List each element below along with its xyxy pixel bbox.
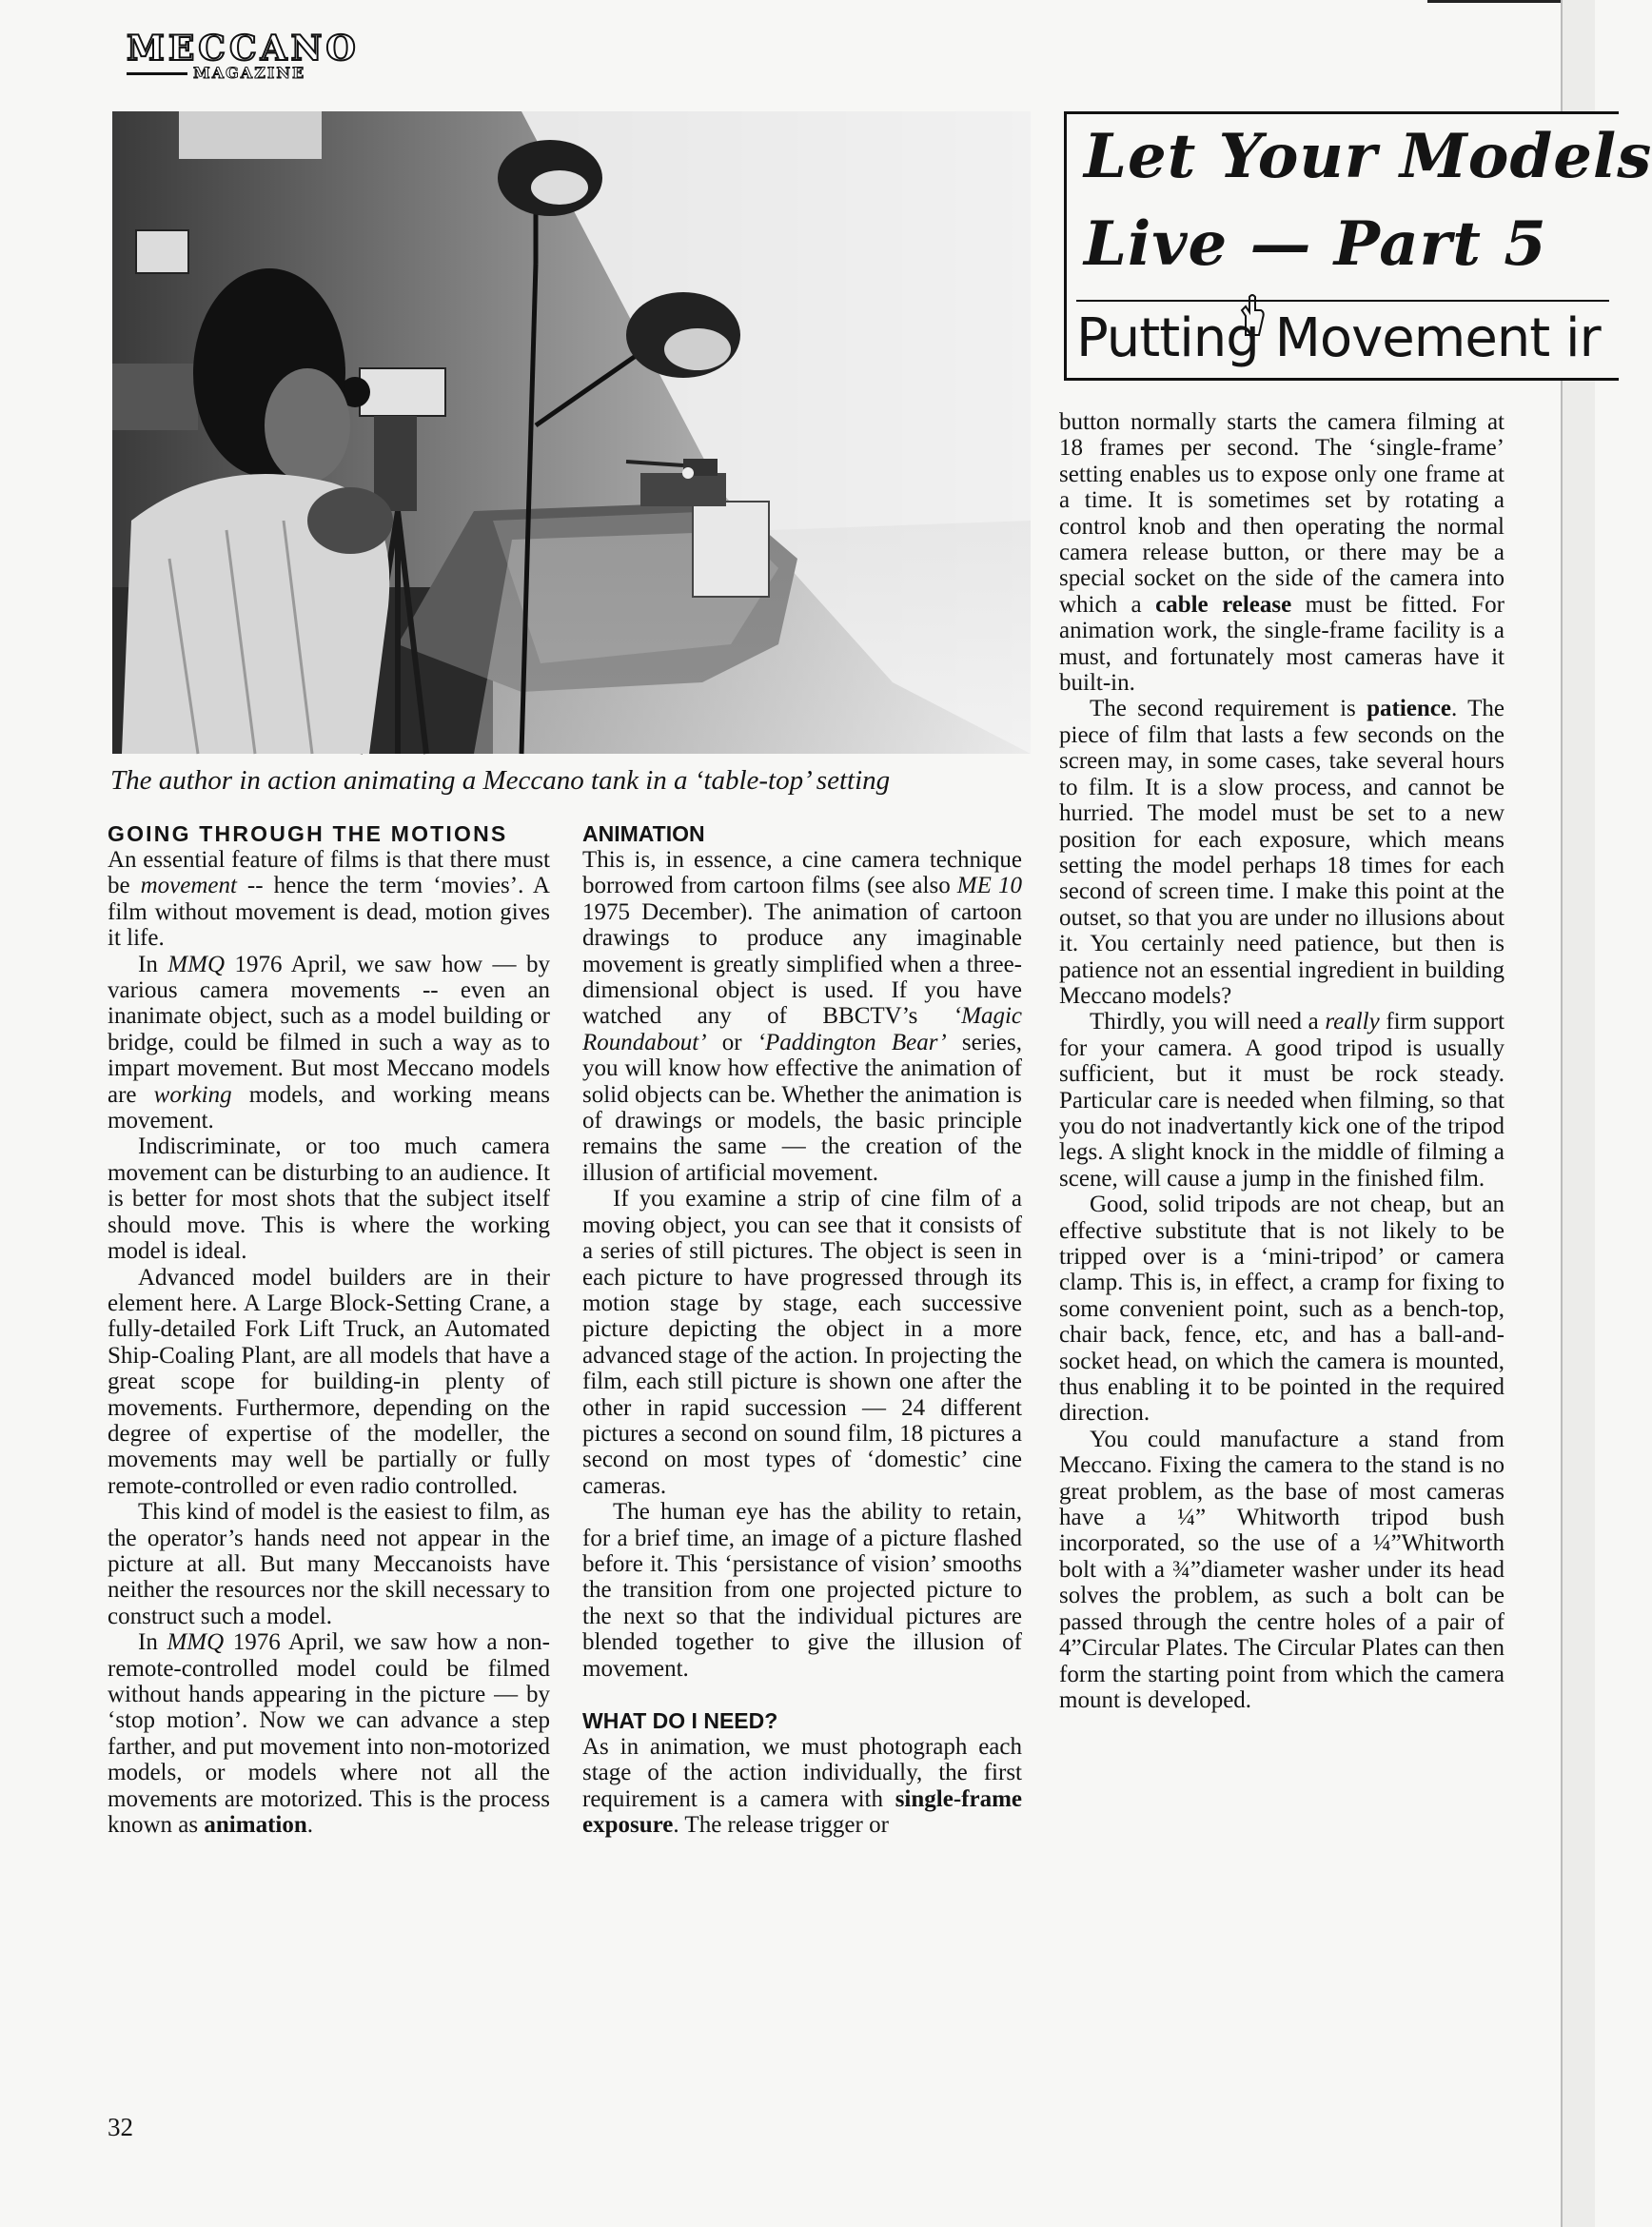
paragraph: An essential feature of films is that there must be movement -- hence the term ‘movies’. A film without movement is dead, motion gives it life.	[108, 847, 550, 952]
masthead-title: MECCANO	[127, 29, 360, 69]
paragraph: Advanced model builders are in their element here. A Large Block-Setting Crane, a fully-detailed Fork Lift Truck, an Automated Ship-Coaling Plant, are all models that have a great scope for building-in plenty of movements. Furthermore, depending on the degree of expertise of the modeller, the movements may well be partially or fully remote-controlled or even radio controlled.	[108, 1264, 550, 1499]
paragraph: Indiscriminate, or too much camera movement can be disturbing to an audience. It is better for most shots that the subject itself should move. This is where the working model is ideal.	[108, 1133, 550, 1265]
page-number: 32	[108, 2113, 133, 2141]
article-title-box	[1064, 111, 1652, 381]
photo-illustration	[112, 111, 1031, 754]
paragraph: If you examine a strip of cine film of a moving object, you can see that it consists of a series of still pictures. The object is seen in each picture to have progressed through its motion stage by stage, each successive picture depicting the object in a more advanced stage of the action. In projecting the film, each still picture is shown one after the other in rapid succession — 24 different pictures a second on sound film, 18 pictures a second on most types of ‘domestic’ cine cameras.	[582, 1186, 1022, 1499]
paragraph: In MMQ 1976 April, we saw how a non-remote-controlled model could be filmed without hands appearing in the picture — by ‘stop motion’. Now we can advance a step farther, and put movement into non-motorized models, or models where not all the movements are motorized. This is the process known as animation.	[108, 1629, 551, 1839]
section-heading: GOING THROUGH THE MOTIONS	[108, 821, 508, 846]
paragraph: In MMQ 1976 April, we saw how — by various camera movements -- even an inanimate object, such as a model building or bridge, could be filmed in such a way as to impart movement. But most Meccano models are working models, and working means movement.	[108, 951, 550, 1134]
paragraph: button normally starts the camera filming at 18 frames per second. The ‘single-frame’ setting enables us to expose only one frame at a time. It is sometimes set by rotating a control knob and then operating the normal camera release button, or there may be a special socket on the side of the camera into which a cable release must be fitted. For animation work, the single-frame facility is a must, and fortunately most cameras have it built-in.	[1059, 409, 1504, 697]
text-column-2	[582, 821, 1022, 1839]
photo-caption: The author in action animating a Meccano tank in a ‘table-top’ setting	[110, 765, 891, 796]
masthead-subtitle: MAGAZINE	[193, 64, 306, 82]
article-title-line1: Let Your Models	[1084, 121, 1652, 192]
text-column-1	[108, 821, 550, 1838]
paragraph: The second requirement is patience. The piece of film that lasts a few seconds on the screen may, in some cases, take several hours to film. It is a slow process, and cannot be hurried. The model must be set to a new position for each exposure, which means setting the model perhaps 18 times for each second of screen time. I make this point at the outset, so that you are under no illusions about it. You certainly need patience, but then is patience not an essential ingredient in building Meccano models?	[1059, 696, 1504, 1009]
masthead-rule	[127, 72, 187, 75]
article-title-line2: Live — Part 5	[1084, 208, 1547, 280]
paragraph: The human eye has the ability to retain, for a brief time, an image of a picture flashed before it. This ‘persistance of vision’ smooths the transition from one projected picture to the next so that the individual pictures are blended together to give the illusion of movement.	[582, 1499, 1022, 1682]
paragraph: You could manufacture a stand from Meccano. Fixing the camera to the stand is no great problem, as the base of most cameras have a ¼” Whitworth tripod bush incorporated, so the use of a ¼”Whitworth bolt with a ¾”diameter washer under its head solves the problem, as such a bolt can be passed through the centre holes of a pair of 4”Circular Plates. The Circular Plates can then form the starting point from which the camera mount is developed.	[1059, 1426, 1504, 1713]
paragraph: This is, in essence, a cine camera technique borrowed from cartoon films (see also ME 10 1975 December). The animation of cartoon drawings to produce any imaginable movement is greatly simplified when a three-dimensional object is used. If you have watched any of BBCTV’s ‘Magic Roundabout’ or ‘Paddington Bear’ series, you will know how effective the animation of solid objects can be. Whether the animation is of drawings or models, the basic principle remains the same — the creation of the illusion of artificial movement.	[582, 847, 1023, 1186]
article-photo	[112, 111, 1031, 754]
article-subtitle: Putting Movement ir	[1076, 307, 1601, 369]
paragraph: As in animation, we must photograph each stage of the action individually, the first requirement is a camera with single-frame exposure. The release trigger or	[582, 1734, 1022, 1839]
text-column-3	[1059, 409, 1504, 1713]
paragraph: Thirdly, you will need a really firm support for your camera. A good tripod is usually sufficient, but it must be rock steady. Particular care is needed when filming, so that you do not inadvertantly kick one of the tripod legs. A slight knock in the middle of filming a scene, will cause a jump in the finished film.	[1059, 1009, 1504, 1192]
paragraph: This kind of model is the easiest to film, as the operator’s hands need not appear in the picture at all. But many Meccanoists have neither the resources nor the skill necessary to construct such a model.	[108, 1499, 550, 1629]
section-heading: WHAT DO I NEED?	[582, 1708, 778, 1733]
title-divider	[1076, 300, 1609, 302]
paragraph: Good, solid tripods are not cheap, but an effective substitute that is not likely to be tripped over is a ‘mini-tripod’ or camera clamp. This is, in effect, a cramp for fixing to some convenient point, such as a bench-top, chair back, fence, etc, and has a ball-and-socket head, on which the camera is mounted, thus enabling it to be pointed in the required direction.	[1059, 1192, 1504, 1427]
section-heading: ANIMATION	[582, 821, 705, 846]
masthead-logo	[127, 30, 360, 82]
